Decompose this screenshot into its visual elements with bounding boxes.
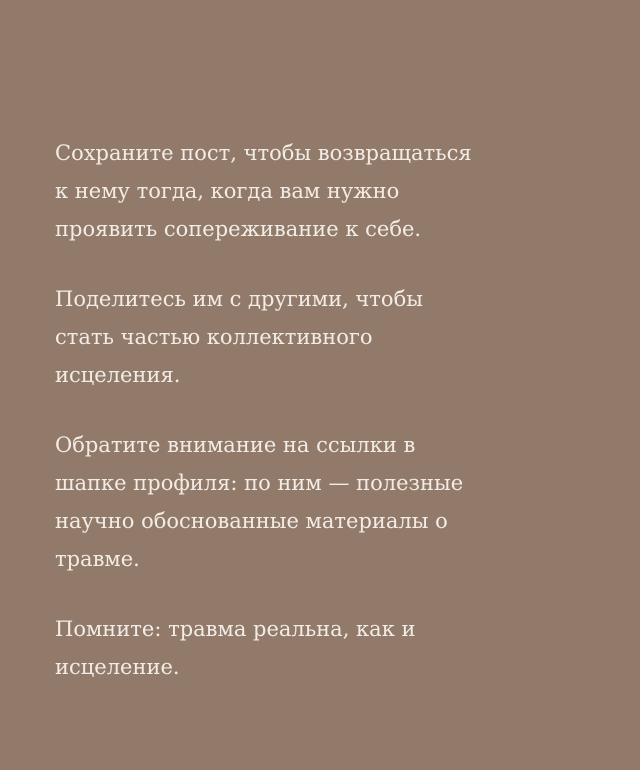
paragraph-remember: [55, 610, 615, 686]
text-line: Помните: травма реальна, как и: [55, 617, 416, 641]
post-text: [55, 134, 615, 718]
paragraph-profile-links: [55, 426, 615, 578]
paragraph-share: [55, 280, 615, 394]
text-line: исцеления.: [55, 363, 181, 387]
text-line: Сохраните пост, чтобы возвращаться: [55, 141, 472, 165]
text-line: исцеление.: [55, 655, 180, 679]
text-line: стать частью коллективного: [55, 325, 373, 349]
text-line: травме.: [55, 547, 140, 571]
text-line: Поделитесь им с другими, чтобы: [55, 287, 423, 311]
paragraph-save-post: [55, 134, 615, 248]
text-line: шапке профиля: по ним — полезные: [55, 471, 464, 495]
text-line: Обратите внимание на ссылки в: [55, 433, 416, 457]
text-line: к нему тогда, когда вам нужно: [55, 179, 400, 203]
text-line: научно обоснованные материалы о: [55, 509, 448, 533]
text-line: проявить сопереживание к себе.: [55, 217, 422, 241]
